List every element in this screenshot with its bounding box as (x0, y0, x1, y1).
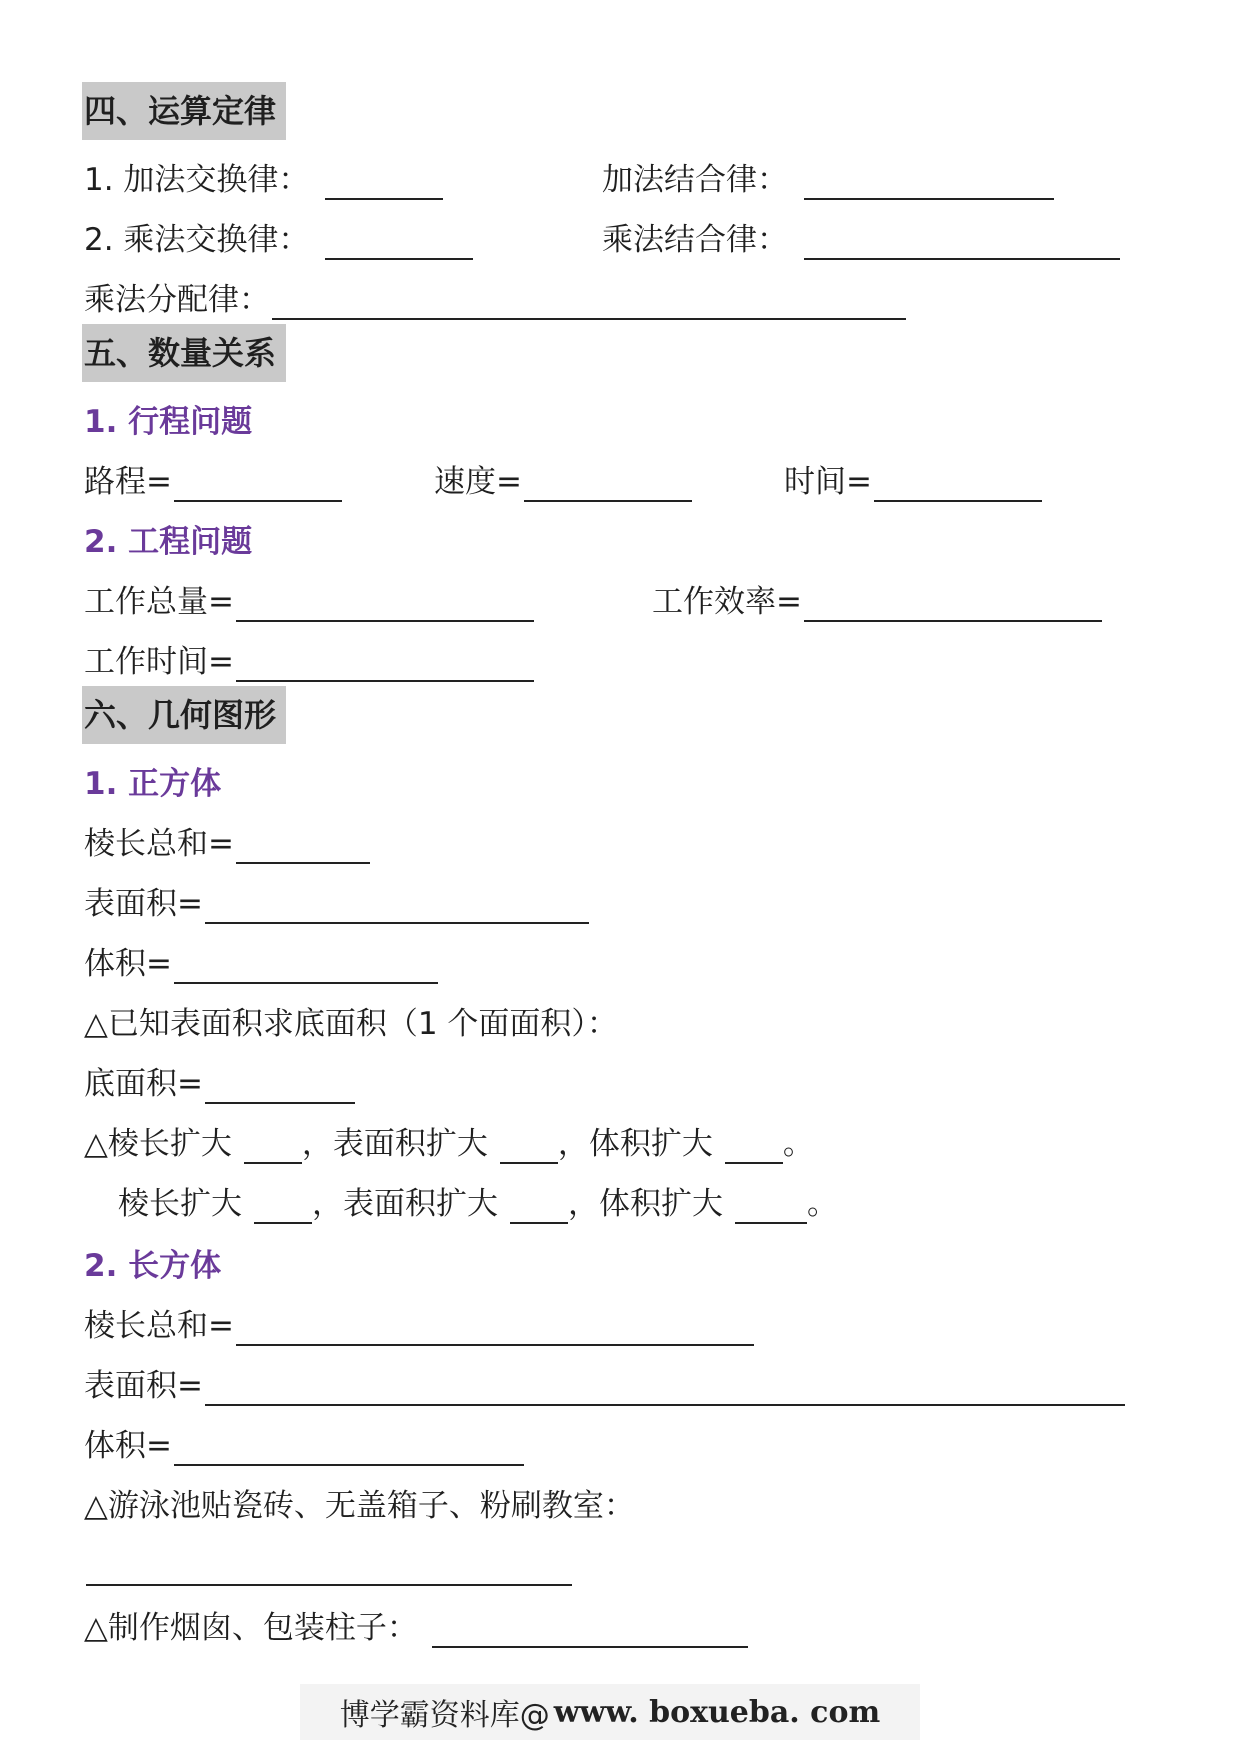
blank-addition-associative[interactable] (804, 168, 1054, 200)
label-addition-commutative: 1. 加法交换律： (84, 162, 310, 198)
footer-site-name: 博学霸资料库@ (339, 1698, 550, 1733)
row-cuboid-note2 (84, 1604, 748, 1648)
text-scale1-end: 。 (782, 1126, 814, 1162)
row-cuboid-surface (84, 1362, 1125, 1406)
section-title: 五、数量关系 (84, 334, 277, 372)
blank-work-time[interactable] (236, 650, 534, 682)
blank-time[interactable] (874, 470, 1042, 502)
blank-scale1-surface[interactable] (500, 1132, 558, 1164)
text-scale2-edge: 棱长扩大 (118, 1186, 242, 1222)
row-cube-note (84, 1000, 618, 1044)
subheading-cube: 1. 正方体 (84, 766, 222, 802)
label-cuboid-volume: 体积= (84, 1428, 172, 1464)
text-scale1-surface: ，表面积扩大 (301, 1126, 488, 1162)
label-cube-edge-sum: 棱长总和= (84, 826, 234, 862)
section-heading-geometry (82, 686, 286, 744)
row-efficiency (652, 578, 1102, 622)
blank-efficiency[interactable] (804, 590, 1102, 622)
row-cube-surface (84, 880, 589, 924)
blank-speed[interactable] (524, 470, 692, 502)
row-total-work (84, 578, 534, 622)
row-cube-edge-sum (84, 820, 370, 864)
blank-distributive[interactable] (272, 288, 906, 320)
section-title: 四、运算定律 (84, 92, 277, 130)
label-multiplication-associative: 乘法结合律： (602, 222, 788, 258)
row-addition-associative (602, 156, 1054, 200)
blank-cube-base[interactable] (205, 1072, 355, 1104)
row-cuboid-volume (84, 1422, 524, 1466)
blank-cube-volume[interactable] (174, 952, 438, 984)
label-efficiency: 工作效率= (652, 584, 802, 620)
row-distance (84, 458, 342, 502)
blank-addition-commutative[interactable] (325, 168, 443, 200)
blank-cuboid-edge-sum[interactable] (236, 1314, 754, 1346)
label-cube-base: 底面积= (84, 1066, 203, 1102)
blank-scale1-volume[interactable] (725, 1132, 783, 1164)
row-speed (434, 458, 692, 502)
row-cuboid-edge-sum (84, 1302, 754, 1346)
label-work-time: 工作时间= (84, 644, 234, 680)
blank-distance[interactable] (174, 470, 342, 502)
blank-scale2-surface[interactable] (510, 1192, 568, 1224)
blank-total-work[interactable] (236, 590, 534, 622)
section-heading-operation-laws (82, 82, 286, 140)
label-total-work: 工作总量= (84, 584, 234, 620)
footer-url: www. boxueba. com (553, 1694, 881, 1730)
section-heading-quantity-relations (82, 324, 286, 382)
row-time (784, 458, 1042, 502)
label-addition-associative: 加法结合律： (602, 162, 788, 198)
label-speed: 速度= (434, 464, 522, 500)
blank-multiplication-commutative[interactable] (325, 228, 473, 260)
label-cuboid-edge-sum: 棱长总和= (84, 1308, 234, 1344)
row-distributive (84, 276, 906, 320)
blank-cuboid-note2[interactable] (432, 1616, 748, 1648)
text-scale1-edge: △棱长扩大 (84, 1126, 232, 1162)
label-multiplication-commutative: 2. 乘法交换律： (84, 222, 310, 258)
section-title: 六、几何图形 (84, 696, 277, 734)
label-distributive: 乘法分配律： (84, 282, 270, 318)
text-scale1-volume: ，体积扩大 (557, 1126, 713, 1162)
label-cube-volume: 体积= (84, 946, 172, 982)
subheading-cuboid: 2. 长方体 (84, 1248, 222, 1284)
text-cuboid-note2: △制作烟囱、包装柱子： (84, 1610, 418, 1646)
row-multiplication-commutative (84, 216, 473, 260)
subheading-engineering: 2. 工程问题 (84, 524, 253, 560)
label-cube-surface: 表面积= (84, 886, 203, 922)
text-cube-note: △已知表面积求底面积（1 个面面积）： (84, 1006, 618, 1042)
blank-cube-edge-sum[interactable] (236, 832, 370, 864)
blank-multiplication-associative[interactable] (804, 228, 1120, 260)
label-distance: 路程= (84, 464, 172, 500)
blank-scale1-edge[interactable] (244, 1132, 302, 1164)
footer-watermark (300, 1684, 920, 1740)
row-cube-volume (84, 940, 438, 984)
text-scale2-volume: ，体积扩大 (568, 1186, 723, 1222)
blank-scale2-volume[interactable] (735, 1192, 807, 1224)
label-cuboid-surface: 表面积= (84, 1368, 203, 1404)
row-cuboid-note1 (84, 1482, 635, 1526)
text-cuboid-note1: △游泳池贴瓷砖、无盖箱子、粉刷教室： (84, 1488, 635, 1524)
subheading-travel: 1. 行程问题 (84, 404, 253, 440)
row-work-time (84, 638, 534, 682)
label-time: 时间= (784, 464, 872, 500)
blank-cuboid-surface[interactable] (205, 1374, 1125, 1406)
blank-scale2-edge[interactable] (254, 1192, 312, 1224)
row-cube-base (84, 1060, 355, 1104)
blank-cube-surface[interactable] (205, 892, 589, 924)
blank-cuboid-note1[interactable] (86, 1554, 572, 1586)
row-addition-commutative (84, 156, 443, 200)
text-scale2-end: 。 (807, 1186, 838, 1222)
row-cube-scale-2 (118, 1180, 838, 1224)
row-multiplication-associative (602, 216, 1120, 260)
row-cube-scale-1 (84, 1120, 814, 1164)
text-scale2-surface: ，表面积扩大 (312, 1186, 498, 1222)
blank-cuboid-volume[interactable] (174, 1434, 524, 1466)
